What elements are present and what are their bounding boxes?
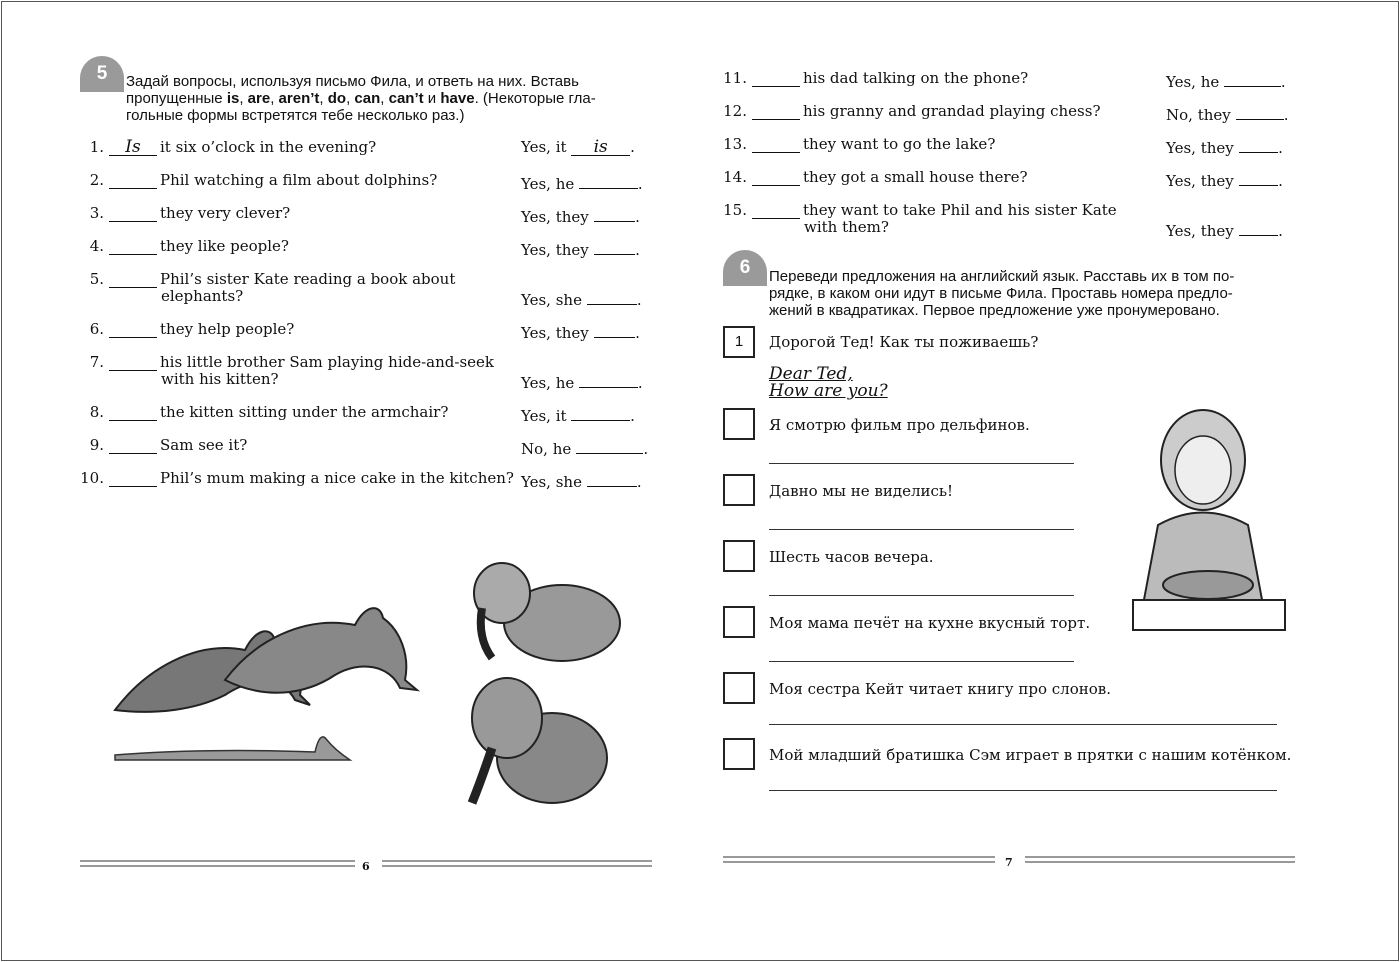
- item-number: 2.: [89, 171, 104, 189]
- period: .: [636, 291, 642, 309]
- sentence-text: Я смотрю фильм про дельфинов.: [769, 416, 1030, 434]
- item-number: 14.: [723, 168, 747, 186]
- period: .: [635, 241, 640, 259]
- question-text: it six o’clock in the evening?: [160, 138, 377, 156]
- answer-text: Yes, they: [1166, 222, 1239, 240]
- order-box[interactable]: [723, 606, 755, 638]
- answer-text: Yes, he: [521, 374, 580, 392]
- period: .: [637, 175, 643, 193]
- question-blank[interactable]: [752, 202, 800, 219]
- question-blank[interactable]: [109, 354, 157, 371]
- question-text: they like people?: [160, 237, 289, 255]
- question-text: they very clever?: [160, 204, 291, 222]
- answer-line[interactable]: [769, 661, 1074, 662]
- answer: [521, 139, 635, 156]
- question-blank[interactable]: [109, 470, 157, 487]
- answer-line[interactable]: [769, 724, 1277, 725]
- mum-with-cake-illustration: [1128, 405, 1288, 640]
- answer: [1166, 70, 1286, 91]
- period: .: [643, 440, 649, 458]
- answer-line[interactable]: [769, 463, 1074, 464]
- exercise-item: [80, 204, 652, 226]
- answer-blank[interactable]: [594, 238, 636, 255]
- period: .: [630, 407, 635, 425]
- instruction-line: Задай вопросы, используя письмо Фила, и ответь на них. Вставь: [126, 73, 579, 90]
- answer-blank[interactable]: [587, 288, 637, 305]
- exercise-item: [80, 469, 652, 491]
- answer: [521, 288, 642, 309]
- answer-blank[interactable]: is: [571, 139, 630, 156]
- exercise-6-badge: 6: [723, 250, 767, 286]
- answer-text: Yes, he: [1166, 73, 1225, 91]
- question-text: elephants?: [161, 287, 244, 305]
- question-blank[interactable]: [752, 103, 800, 120]
- question-blank[interactable]: [752, 169, 800, 186]
- answer: [521, 238, 640, 259]
- question-blank[interactable]: [109, 404, 157, 421]
- example-sentence: Дорогой Тед! Как ты поживаешь?: [769, 333, 1039, 351]
- period: .: [1283, 106, 1289, 124]
- exercise-item: [80, 320, 652, 342]
- sentence-text: Моя мама печёт на кухне вкусный торт.: [769, 614, 1091, 632]
- answer-text: Yes, they: [1166, 172, 1239, 190]
- footer-rule-right: [723, 856, 995, 863]
- item-number: 12.: [723, 102, 747, 120]
- answer-blank[interactable]: [579, 172, 638, 189]
- answer-text: Yes, it: [521, 407, 572, 425]
- answer: [1166, 169, 1283, 190]
- item-number: 9.: [89, 436, 104, 454]
- order-box[interactable]: [723, 738, 755, 770]
- answer-blank[interactable]: [576, 437, 643, 454]
- footer-rule-left: [80, 860, 355, 867]
- question-text: Phil’s mum making a nice cake in the kitchen?: [160, 469, 514, 487]
- period: .: [1278, 222, 1283, 240]
- question-blank[interactable]: [109, 238, 157, 255]
- item-number: 6.: [89, 320, 104, 338]
- question-text: Phil’s sister Kate reading a book about: [160, 270, 456, 288]
- answer-blank[interactable]: [1239, 136, 1279, 153]
- footer-rule-right-2: [1025, 856, 1295, 863]
- item-number: 4.: [89, 237, 104, 255]
- answer: [1166, 219, 1283, 240]
- instruction-line: рядке, в каком они идут в письме Фила. Проставь номера предло-: [769, 285, 1233, 302]
- item-number: 7.: [89, 353, 104, 371]
- period: .: [1280, 73, 1286, 91]
- instruction-line: жений в квадратиках. Первое предложение уже пронумеровано.: [769, 302, 1220, 319]
- answer-line[interactable]: [769, 529, 1074, 530]
- order-box[interactable]: [723, 474, 755, 506]
- answer-text: No, they: [1166, 106, 1236, 124]
- exercise-item: [723, 102, 1295, 124]
- item-number: 10.: [80, 469, 104, 487]
- page-number-7: 7: [1005, 856, 1013, 869]
- sentence-text: Шесть часов вечера.: [769, 548, 934, 566]
- exercise-item: [80, 237, 652, 259]
- page-number-6: 6: [362, 860, 370, 873]
- exercise-item: [723, 135, 1295, 157]
- answer-blank[interactable]: [587, 470, 637, 487]
- answer-blank[interactable]: [594, 205, 636, 222]
- question-blank[interactable]: [109, 172, 157, 189]
- answer-text: Yes, they: [521, 208, 594, 226]
- answer-blank[interactable]: [1239, 219, 1279, 236]
- answer-blank[interactable]: [1236, 103, 1284, 120]
- period: .: [635, 208, 640, 226]
- question-text: the kitten sitting under the armchair?: [160, 403, 449, 421]
- answer: [521, 404, 635, 425]
- elephants-illustration: [462, 538, 632, 818]
- instruction-line: гольные формы встретятся тебе несколько раз.): [126, 107, 465, 124]
- exercise-item: [80, 354, 652, 390]
- period: .: [1278, 172, 1283, 190]
- item-number: 5.: [89, 270, 104, 288]
- answer: [521, 437, 648, 458]
- item-number: 3.: [89, 204, 104, 222]
- answer-blank[interactable]: [594, 321, 636, 338]
- answer: [521, 470, 642, 491]
- instruction-line: Переведи предложения на английский язык. Расставь их в том по-: [769, 268, 1235, 285]
- example-answer-line2: How are you?: [769, 381, 888, 401]
- question-text: Phil watching a film about dolphins?: [160, 171, 438, 189]
- item-number: 1.: [89, 138, 104, 156]
- answer-text: Yes, she: [521, 291, 587, 309]
- exercise-item: [723, 69, 1295, 91]
- exercise-5-instructions: [126, 73, 596, 124]
- sentence-text: Моя сестра Кейт читает книгу про слонов.: [769, 680, 1111, 698]
- answer-line[interactable]: [769, 595, 1074, 596]
- question-text: his granny and grandad playing chess?: [803, 102, 1101, 120]
- answer-blank[interactable]: [579, 371, 638, 388]
- question-text: they help people?: [160, 320, 295, 338]
- period: .: [630, 138, 635, 156]
- answer: [1166, 136, 1283, 157]
- order-box[interactable]: [723, 672, 755, 704]
- order-box[interactable]: [723, 540, 755, 572]
- question-blank[interactable]: [109, 437, 157, 454]
- answer: [521, 321, 640, 342]
- answer-text: No, he: [521, 440, 576, 458]
- order-box[interactable]: [723, 408, 755, 440]
- answer-text: Yes, they: [1166, 139, 1239, 157]
- question-text: Sam see it?: [160, 436, 248, 454]
- sentence-text: Давно мы не виделись!: [769, 482, 954, 500]
- answer-blank[interactable]: [1239, 169, 1279, 186]
- answer-line[interactable]: [769, 790, 1277, 791]
- answer: [521, 172, 643, 193]
- exercise-6-instructions: [769, 268, 1234, 319]
- answer-text: Yes, they: [521, 241, 594, 259]
- question-blank[interactable]: [109, 205, 157, 222]
- dolphins-illustration: [105, 600, 420, 790]
- question-text: they got a small house there?: [803, 168, 1028, 186]
- question-text: with his kitten?: [161, 370, 279, 388]
- item-number: 8.: [89, 403, 104, 421]
- period: .: [636, 473, 642, 491]
- answer-text: Yes, they: [521, 324, 594, 342]
- answer-blank[interactable]: [571, 404, 630, 421]
- exercise-item: [80, 271, 652, 307]
- question-blank[interactable]: [752, 70, 800, 87]
- answer-text: Yes, she: [521, 473, 587, 491]
- exercise-item: [80, 436, 652, 458]
- exercise-item: [723, 202, 1295, 238]
- question-text: his dad talking on the phone?: [803, 69, 1029, 87]
- question-text: with them?: [804, 218, 889, 236]
- item-number: 13.: [723, 135, 747, 153]
- question-blank[interactable]: [752, 136, 800, 153]
- period: .: [1278, 139, 1283, 157]
- question-blank[interactable]: [109, 271, 157, 288]
- item-number: 15.: [723, 201, 747, 219]
- exercise-5-badge: 5: [80, 56, 124, 92]
- answer: [521, 371, 643, 392]
- period: .: [635, 324, 640, 342]
- question-text: they want to take Phil and his sister Kate: [803, 201, 1117, 219]
- exercise-item: [80, 403, 652, 425]
- exercise-item: [80, 139, 652, 157]
- answer-text: Yes, he: [521, 175, 580, 193]
- exercise-item: [723, 168, 1295, 190]
- question-blank[interactable]: Is: [109, 139, 157, 156]
- item-number: 11.: [723, 69, 747, 87]
- period: .: [637, 374, 643, 392]
- answer: [1166, 103, 1288, 124]
- sentence-text: Мой младший братишка Сэм играет в прятки с нашим котёнком.: [769, 746, 1292, 764]
- question-text: his little brother Sam playing hide-and-seek: [160, 353, 494, 371]
- example-answer-line1: Dear Ted,: [769, 364, 853, 384]
- instruction-line: пропущенные is, are, aren’t, do, can, can’t и have. (Некоторые гла-: [126, 90, 596, 107]
- exercise-item: [80, 171, 652, 193]
- order-box-example[interactable]: 1: [723, 326, 755, 358]
- footer-rule-left-2: [382, 860, 652, 867]
- answer: [521, 205, 640, 226]
- answer-blank[interactable]: [1224, 70, 1281, 87]
- question-blank[interactable]: [109, 321, 157, 338]
- answer-text: Yes, it: [521, 138, 572, 156]
- question-text: they want to go the lake?: [803, 135, 996, 153]
